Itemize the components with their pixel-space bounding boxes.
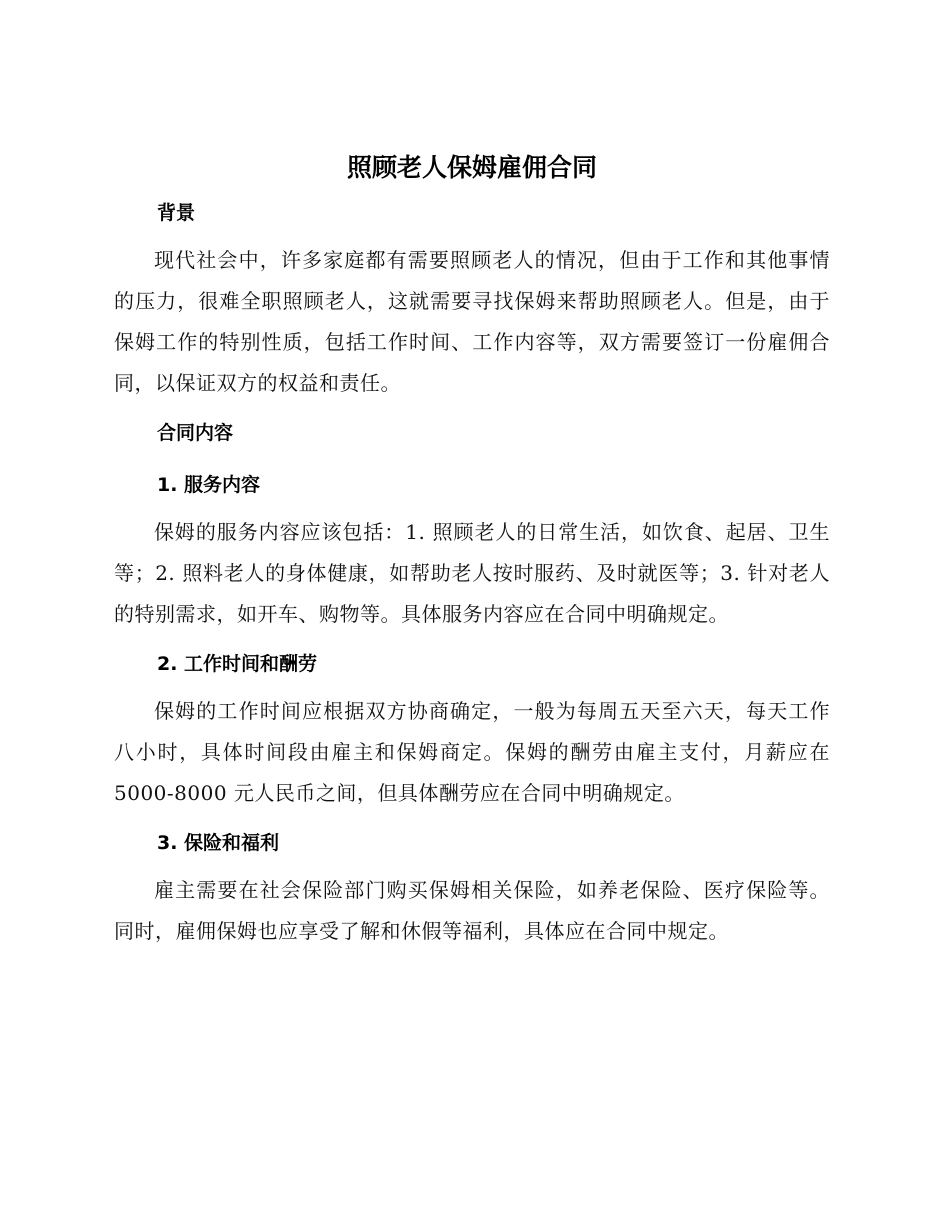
document-title: 照顾老人保姆雇佣合同 — [346, 153, 597, 182]
section-heading-service: 1. 服务内容 — [157, 474, 261, 496]
section-paragraph-hours-pay: 保姆的工作时间应根据双方协商确定，一般为每周五天至六天，每天工作八小时，具体时间段由雇主和保姆商定。保姆的酬劳由雇主支付，月薪应在 5000-8000 元人民币之间，但具体酬劳应在合同中明确规定。 — [114, 699, 830, 805]
background-heading: 背景 — [157, 202, 196, 224]
background-paragraph: 现代社会中，许多家庭都有需要照顾老人的情况，但由于工作和其他事情的压力，很难全职照顾老人，这就需要寻找保姆来帮助照顾老人。但是，由于保姆工作的特别性质，包括工作时间、工作内容等，双方需要签订一份雇佣合同，以保证双方的权益和责任。 — [114, 248, 830, 395]
section-heading-hours-pay: 2. 工作时间和酬劳 — [157, 653, 318, 675]
section-heading-insurance: 3. 保险和福利 — [157, 832, 280, 854]
contract-content-heading: 合同内容 — [157, 422, 234, 444]
section-paragraph-service: 保姆的服务内容应该包括：1. 照顾老人的日常生活，如饮食、起居、卫生等；2. 照料老人的身体健康，如帮助老人按时服药、及时就医等；3. 针对老人的特别需求，如开车、购物等。具体服务内容应在合同中明确规定。 — [114, 520, 830, 626]
section-paragraph-insurance: 雇主需要在社会保险部门购买保姆相关保险，如养老保险、医疗保险等。同时，雇佣保姆也应享受了解和休假等福利，具体应在合同中规定。 — [114, 878, 830, 943]
document-body — [114, 148, 830, 952]
